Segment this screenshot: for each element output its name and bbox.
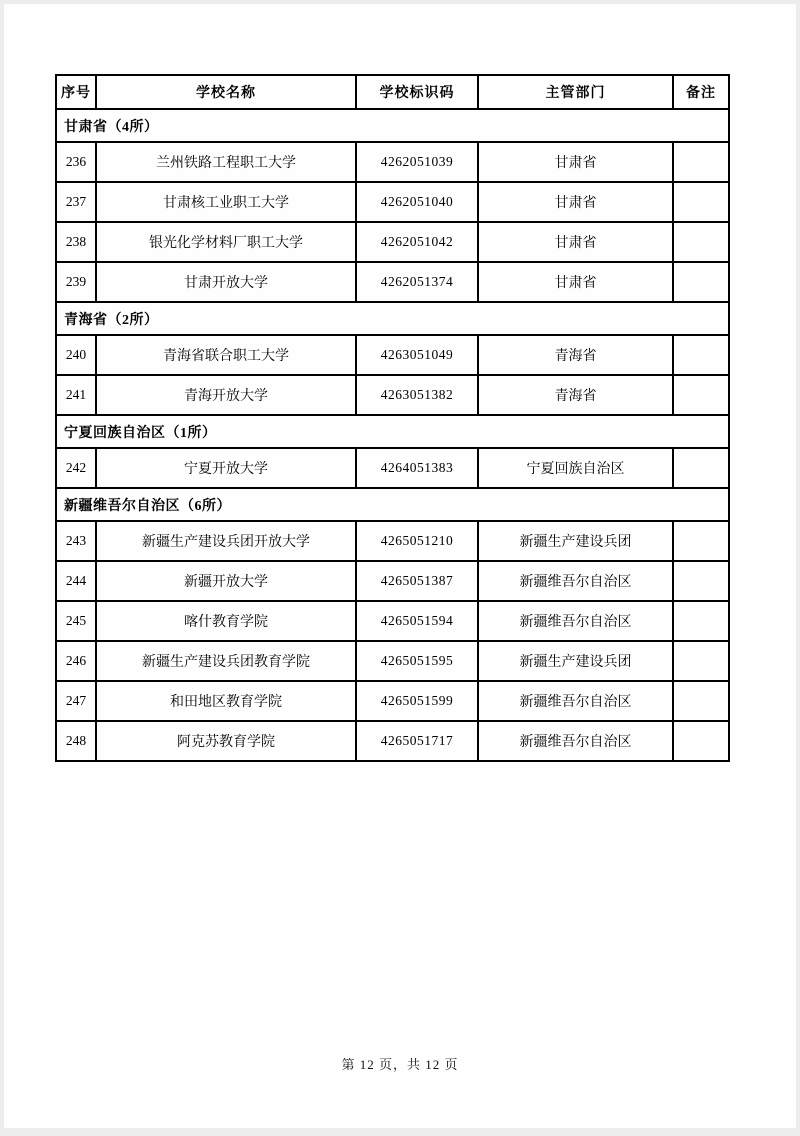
cell-no: 236 <box>56 142 96 182</box>
cell-school-name: 甘肃开放大学 <box>96 262 356 302</box>
cell-department: 甘肃省 <box>478 182 673 222</box>
cell-school-name: 阿克苏教育学院 <box>96 721 356 761</box>
cell-no: 248 <box>56 721 96 761</box>
cell-department: 甘肃省 <box>478 262 673 302</box>
cell-note <box>673 335 729 375</box>
cell-school-code: 4262051039 <box>356 142 478 182</box>
cell-no: 241 <box>56 375 96 415</box>
cell-school-name: 青海省联合职工大学 <box>96 335 356 375</box>
cell-school-code: 4265051594 <box>356 601 478 641</box>
table-row <box>56 561 729 601</box>
table-row <box>56 375 729 415</box>
cell-school-code: 4262051374 <box>356 262 478 302</box>
cell-school-code: 4265051595 <box>356 641 478 681</box>
section-title: 青海省（2所） <box>56 302 729 335</box>
cell-department: 新疆维吾尔自治区 <box>478 601 673 641</box>
cell-note <box>673 262 729 302</box>
table-row <box>56 335 729 375</box>
column-header: 序号 <box>56 75 96 109</box>
cell-no: 239 <box>56 262 96 302</box>
column-header: 学校标识码 <box>356 75 478 109</box>
cell-no: 238 <box>56 222 96 262</box>
cell-note <box>673 142 729 182</box>
cell-note <box>673 448 729 488</box>
section-row <box>56 302 729 335</box>
cell-note <box>673 561 729 601</box>
table-row <box>56 262 729 302</box>
cell-note <box>673 601 729 641</box>
table-row <box>56 601 729 641</box>
cell-note <box>673 182 729 222</box>
cell-school-code: 4263051049 <box>356 335 478 375</box>
cell-department: 宁夏回族自治区 <box>478 448 673 488</box>
cell-school-code: 4263051382 <box>356 375 478 415</box>
table-row <box>56 521 729 561</box>
cell-school-name: 新疆生产建设兵团开放大学 <box>96 521 356 561</box>
section-title: 甘肃省（4所） <box>56 109 729 142</box>
section-title: 新疆维吾尔自治区（6所） <box>56 488 729 521</box>
column-header: 学校名称 <box>96 75 356 109</box>
cell-department: 新疆维吾尔自治区 <box>478 681 673 721</box>
section-title: 宁夏回族自治区（1所） <box>56 415 729 448</box>
cell-department: 甘肃省 <box>478 222 673 262</box>
cell-department: 新疆维吾尔自治区 <box>478 561 673 601</box>
cell-note <box>673 641 729 681</box>
cell-no: 240 <box>56 335 96 375</box>
document-page <box>4 4 796 1128</box>
cell-department: 新疆生产建设兵团 <box>478 521 673 561</box>
cell-no: 237 <box>56 182 96 222</box>
cell-no: 247 <box>56 681 96 721</box>
page-number-footer: 第 12 页，共 12 页 <box>341 1057 459 1072</box>
cell-school-code: 4265051387 <box>356 561 478 601</box>
section-row <box>56 415 729 448</box>
table-header-row <box>56 75 729 109</box>
table-row <box>56 222 729 262</box>
cell-school-code: 4265051599 <box>356 681 478 721</box>
cell-department: 青海省 <box>478 335 673 375</box>
cell-school-code: 4262051042 <box>356 222 478 262</box>
cell-school-name: 新疆开放大学 <box>96 561 356 601</box>
table-row <box>56 448 729 488</box>
table-row <box>56 142 729 182</box>
column-header: 备注 <box>673 75 729 109</box>
cell-no: 242 <box>56 448 96 488</box>
column-header: 主管部门 <box>478 75 673 109</box>
section-row <box>56 109 729 142</box>
cell-note <box>673 681 729 721</box>
table-row <box>56 681 729 721</box>
cell-no: 246 <box>56 641 96 681</box>
cell-school-name: 和田地区教育学院 <box>96 681 356 721</box>
cell-school-name: 兰州铁路工程职工大学 <box>96 142 356 182</box>
cell-school-name: 银光化学材料厂职工大学 <box>96 222 356 262</box>
cell-no: 243 <box>56 521 96 561</box>
cell-school-name: 喀什教育学院 <box>96 601 356 641</box>
cell-school-code: 4265051210 <box>356 521 478 561</box>
cell-department: 青海省 <box>478 375 673 415</box>
cell-department: 新疆生产建设兵团 <box>478 641 673 681</box>
cell-school-name: 新疆生产建设兵团教育学院 <box>96 641 356 681</box>
cell-school-code: 4264051383 <box>356 448 478 488</box>
cell-note <box>673 222 729 262</box>
school-table <box>55 74 730 762</box>
cell-department: 甘肃省 <box>478 142 673 182</box>
cell-note <box>673 375 729 415</box>
cell-note <box>673 521 729 561</box>
section-row <box>56 488 729 521</box>
table-row <box>56 721 729 761</box>
cell-school-name: 宁夏开放大学 <box>96 448 356 488</box>
cell-school-code: 4262051040 <box>356 182 478 222</box>
cell-no: 244 <box>56 561 96 601</box>
cell-note <box>673 721 729 761</box>
cell-no: 245 <box>56 601 96 641</box>
cell-school-code: 4265051717 <box>356 721 478 761</box>
table-row <box>56 182 729 222</box>
cell-school-name: 青海开放大学 <box>96 375 356 415</box>
cell-department: 新疆维吾尔自治区 <box>478 721 673 761</box>
table-body <box>56 109 729 761</box>
cell-school-name: 甘肃核工业职工大学 <box>96 182 356 222</box>
table-row <box>56 641 729 681</box>
